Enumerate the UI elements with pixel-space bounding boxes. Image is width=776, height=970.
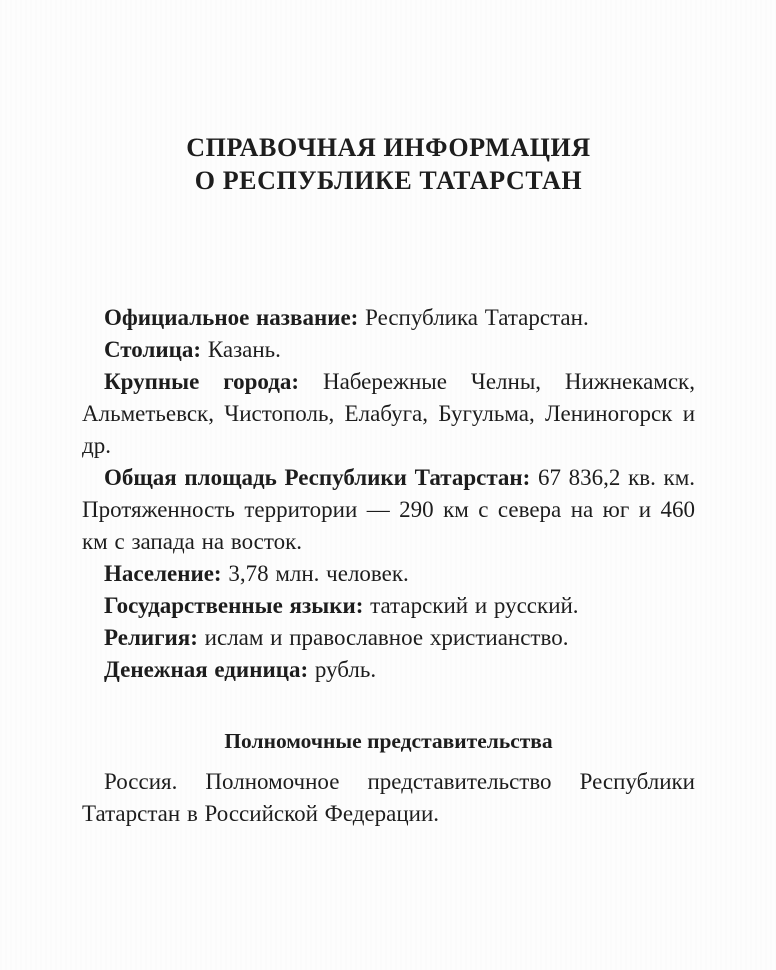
fact-label: Крупные города: — [104, 369, 300, 394]
fact-value: татарский и русский. — [363, 593, 579, 618]
fact-label: Официальное название: — [104, 305, 359, 330]
fact-population — [82, 558, 695, 590]
facts-block — [82, 302, 695, 686]
fact-currency — [82, 654, 695, 686]
page-title — [82, 0, 695, 197]
section-paragraph: Россия. Полномочное представительство Республики Татарстан в Российской Федерации. — [82, 769, 695, 826]
fact-label: Государственные языки: — [104, 593, 364, 618]
fact-value: 67 836,2 кв. км. Протяженность территории — 290 км с севера на юг и 460 км с запада на восток. — [82, 465, 696, 554]
fact-capital — [82, 334, 695, 366]
fact-value: 3,78 млн. человек. — [221, 561, 409, 586]
fact-label: Общая площадь Республики Татарстан: — [104, 465, 531, 490]
fact-state-languages — [82, 590, 695, 622]
fact-major-cities — [82, 366, 695, 462]
fact-label: Столица: — [104, 337, 202, 362]
fact-value: рубль. — [308, 657, 377, 682]
fact-value: ислам и православное христианство. — [197, 625, 569, 650]
fact-religion — [82, 622, 695, 654]
fact-label: Население: — [104, 561, 222, 586]
fact-label: Денежная единица: — [104, 657, 309, 682]
page-title-line1: СПРАВОЧНАЯ ИНФОРМАЦИЯ — [186, 133, 591, 162]
fact-value: Республика Татарстан. — [358, 305, 589, 330]
fact-value: Казань. — [201, 337, 281, 362]
fact-value: Набережные Челны, Нижнекамск, Альметьевск, Чистополь, Елабуга, Бугульма, Лениногорск и др. — [82, 369, 695, 458]
section-heading: Полномочные представительства — [224, 729, 553, 753]
fact-label: Религия: — [104, 625, 198, 650]
fact-official-name — [82, 302, 695, 334]
fact-total-area — [82, 462, 695, 558]
page-title-line2: О РЕСПУБЛИКЕ ТАТАРСТАН — [194, 166, 583, 195]
